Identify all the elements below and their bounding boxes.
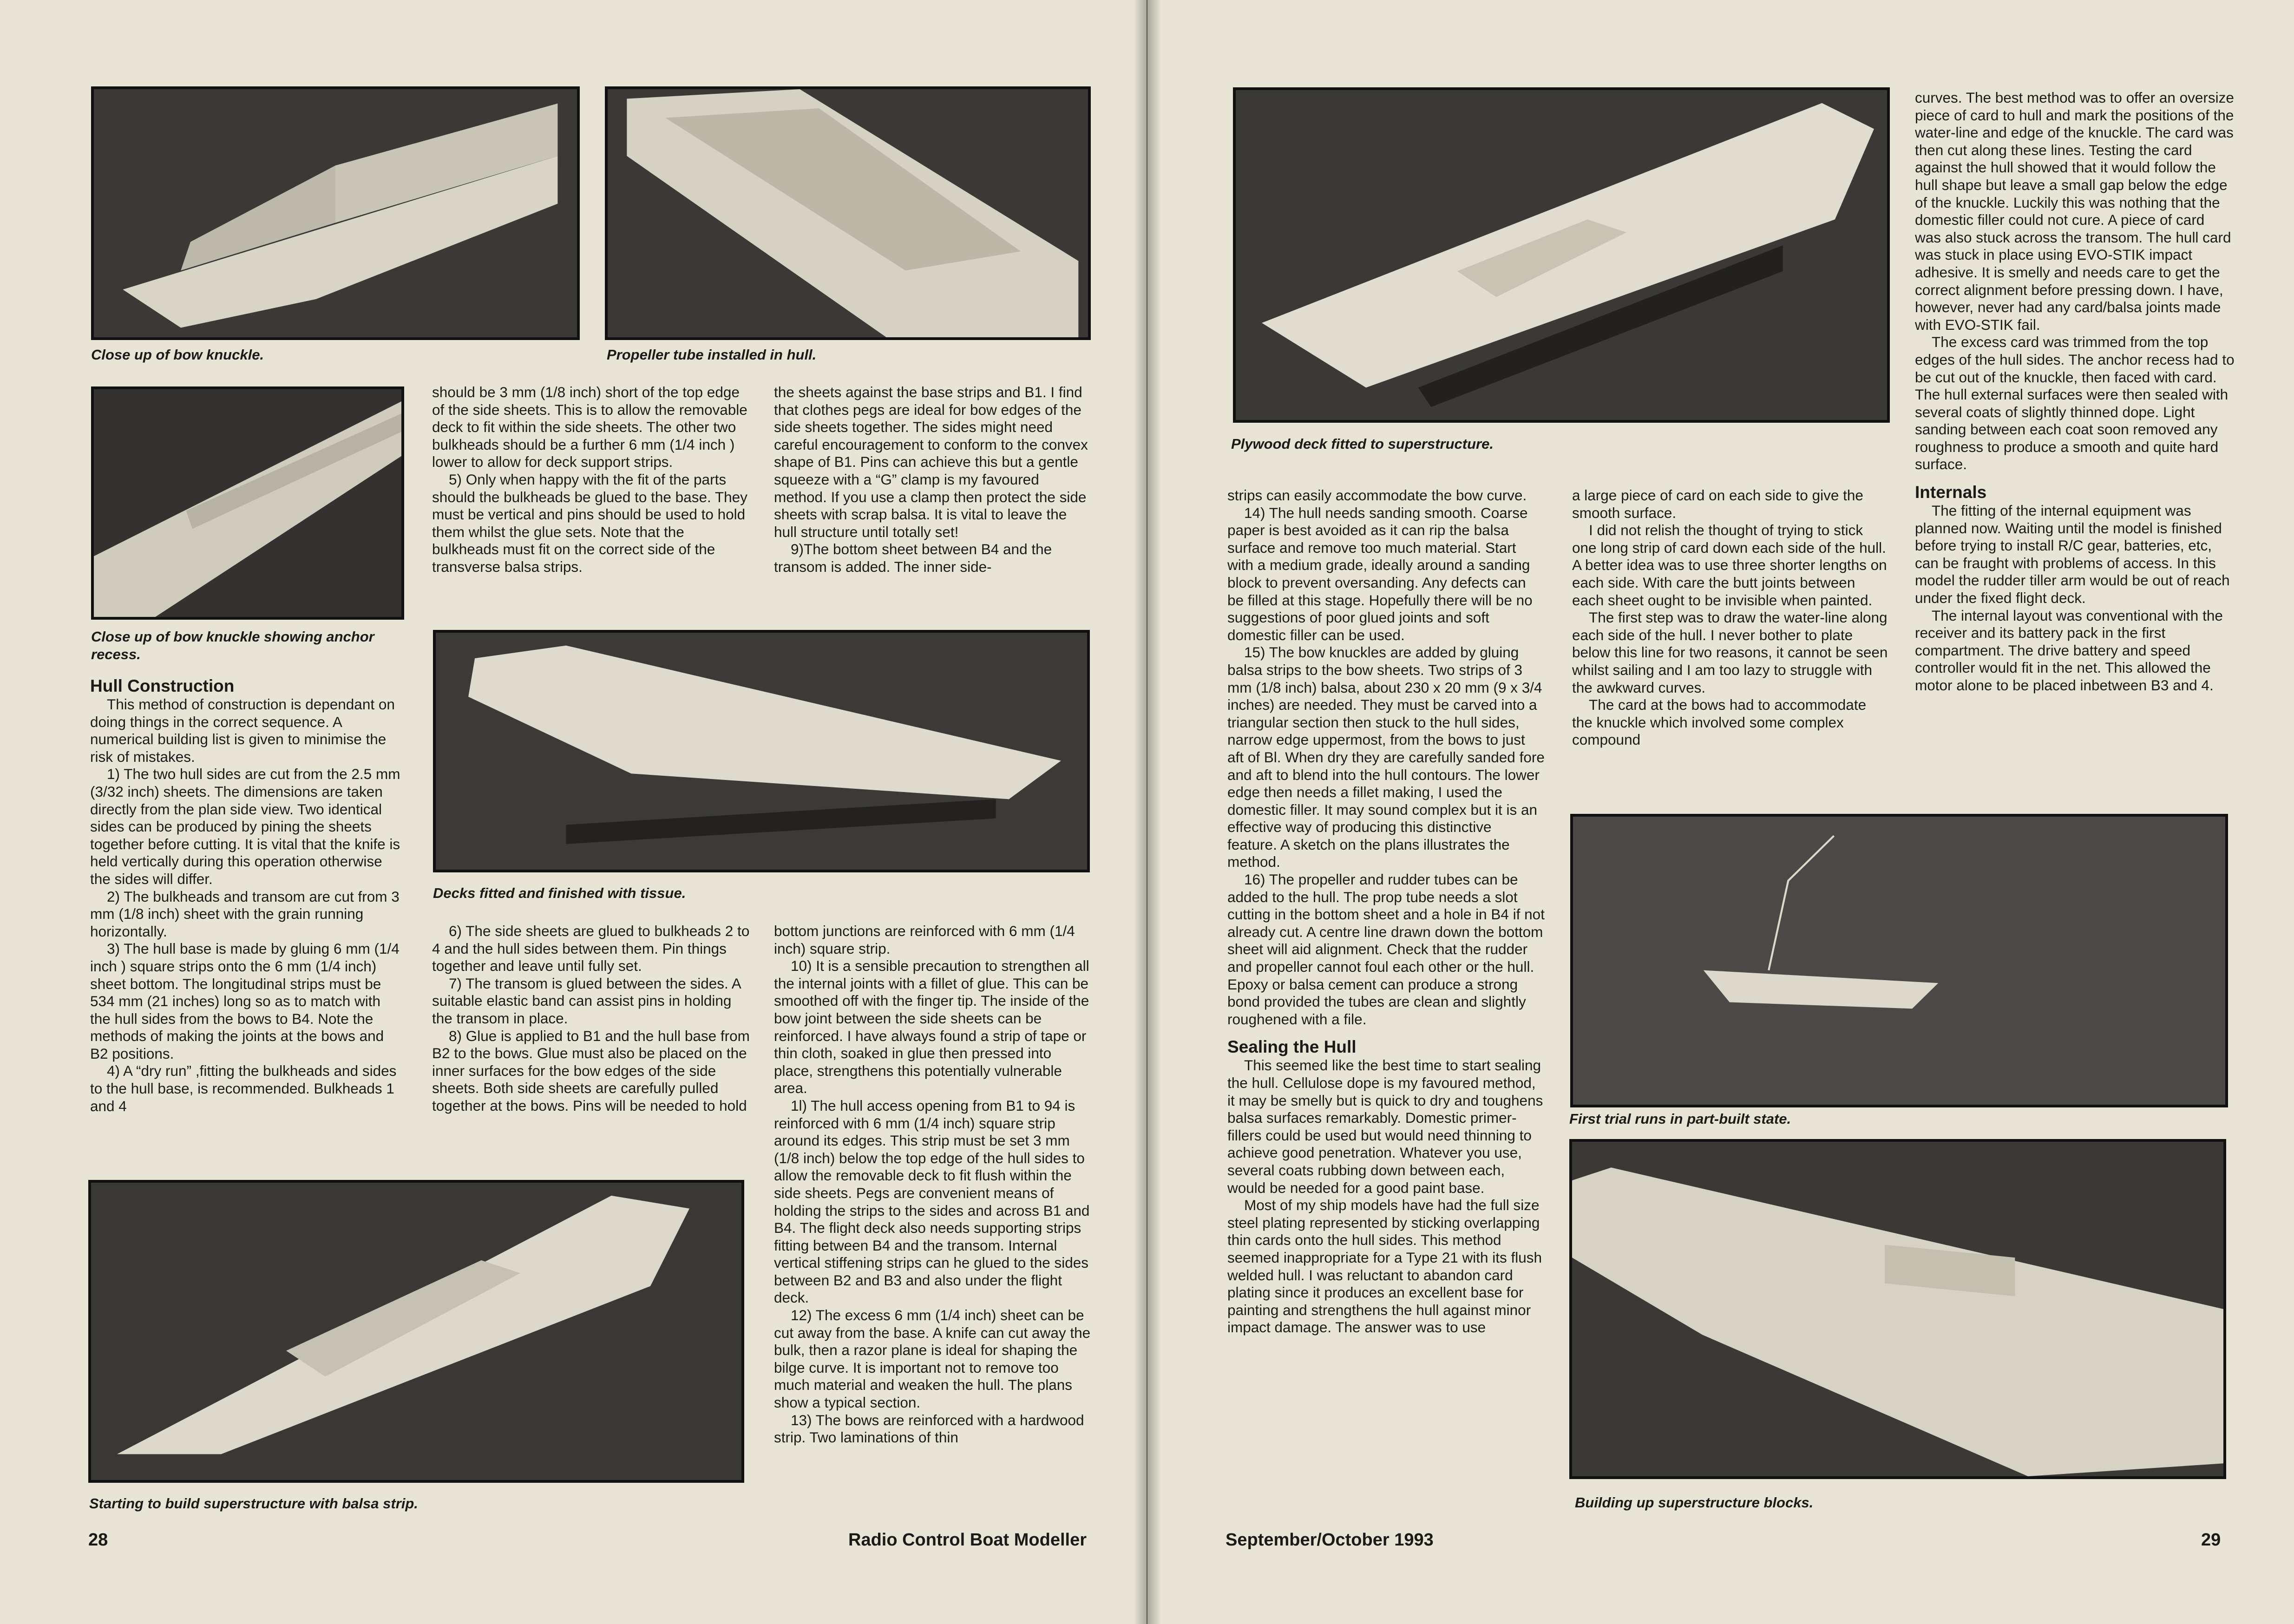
photo-bow-knuckle bbox=[91, 86, 580, 340]
photo-decks-fitted bbox=[433, 630, 1090, 872]
photo-plywood-deck bbox=[1233, 87, 1890, 423]
caption-superstructure-balsa: Starting to build superstructure with balsa strip. bbox=[89, 1495, 418, 1512]
paragraph: bottom junctions are reinforced with 6 mm (1/4 inch) square strip. bbox=[774, 923, 1075, 957]
paragraph: a large piece of card on each side to give the smooth surface. bbox=[1572, 487, 1863, 521]
paragraph: 16) The propeller and rudder tubes can be added to the hull. The prop tube needs a slot cutting in the bottom sheet and a hole in B4 if not already cut. A centre line drawn down the bottom sheet will aid alignment. Check that the rudder and propeller cannot foul each other or the hull. Epoxy or balsa cement can produce a strong bond provided the tubes are clean and slightly roughened with a file. bbox=[1227, 871, 1545, 1028]
paragraph: 7) The transom is glued between the sides. A suitable elastic band can assist pins in holding the transom in place. bbox=[432, 975, 741, 1027]
left-column-3-top bbox=[774, 384, 1092, 576]
paragraph: 10) It is a sensible precaution to strengthen all the internal joints with a fillet of glue. This can be smoothed off with the finger tip. The inside of the bow joint between the side sheets can be reinforced. I have always found a strip of tape or thin cloth, soaked in glue then pressed into place, strengthens this potentially vulnerable area. bbox=[774, 957, 1089, 1097]
left-column-2-top bbox=[432, 384, 753, 576]
paragraph: 4) A “dry run” ,fitting the bulkheads and sides to the hull base, is recommended. Bulkheads 1 and 4 bbox=[90, 1062, 397, 1114]
footer-magazine-title: Radio Control Boat Modeller bbox=[848, 1530, 1087, 1550]
photo-propeller-tube bbox=[605, 86, 1091, 340]
left-column-2-bottom bbox=[432, 923, 753, 1115]
right-column-1 bbox=[1227, 487, 1545, 1336]
left-column-1 bbox=[90, 676, 404, 1115]
heading-internals: Internals bbox=[1915, 483, 1987, 502]
paragraph: This seemed like the best time to start sealing the hull. Cellulose dope is my favoured method, it may be smelly but is quick to dry and toughens balsa surfaces remarkably. Domestic primer-fillers could be used but would need thinning to achieve good penetration. Whatever you use, several coats rubbing down between each, would be needed for a good paint base. bbox=[1227, 1057, 1543, 1196]
paragraph: should be 3 mm (1/8 inch) short of the top edge of the side sheets. This is to allow the removable deck to fit within the side sheets. The other two bulkheads should be a further 6 mm (1/4 inch ) lower to allow for deck support strips. bbox=[432, 384, 747, 471]
paragraph: I did not relish the thought of trying to stick one long strip of card down each side of the hull. A better idea was to use three shorter lengths on each side. With care the butt joints between each sheet ought to be invisible when painted. bbox=[1572, 522, 1887, 609]
paragraph: Most of my ship models have had the full size steel plating represented by sticking overlapping thin cards onto the hull sides. This method seemed inappropriate for a Type 21 with its flush welded hull. I was reluctant to abandon card plating since it produces an excellent base for painting and strengthens the hull against minor impact damage. The answer was to use bbox=[1227, 1197, 1542, 1336]
caption-superstructure-blocks: Building up superstructure blocks. bbox=[1575, 1494, 1814, 1511]
paragraph: The internal layout was conventional with the receiver and its battery pack in the first compartment. The drive battery and speed controller would fit in the net. This allowed the motor alone to be placed inbetween B3 and 4. bbox=[1915, 607, 2223, 694]
page-number-right: 29 bbox=[2201, 1530, 2221, 1550]
paragraph: 9)The bottom sheet between B4 and the transom is added. The inner side- bbox=[774, 541, 1052, 575]
footer-issue-date: September/October 1993 bbox=[1226, 1530, 1434, 1550]
paragraph: 3) The hull base is made by gluing 6 mm (1/4 inch ) square strips onto the 6 mm (1/4 inch) sheet bottom. The longitudinal strips must be 534 mm (21 inches) long so as to match with the hull sides from the bows to B4. Note the methods of making the joints at the bows and B2 positions. bbox=[90, 940, 400, 1062]
paragraph: curves. The best method was to offer an oversize piece of card to hull and mark the positions of the water-line and edge of the knuckle. The card was then cut along these lines. Testing the card against the hull showed that it would follow the hull shape but leave a small gap below the edge of the knuckle. Luckily this was nothing that the domestic filler could not cure. A piece of card was also stuck across the transom. The hull card was stuck in place using EVO-STIK impact adhesive. It is smelly and needs care to get the correct alignment before pressing down. I have, however, never had any card/balsa joints made with EVO-STIK fail. bbox=[1915, 89, 2234, 333]
paragraph: 12) The excess 6 mm (1/4 inch) sheet can be cut away from the base. A knife can cut away the bulk, then a razor plane is ideal for shaping the bilge curve. It is important not to remove too much material and weaken the hull. The plans show a typical section. bbox=[774, 1307, 1091, 1411]
right-page bbox=[1147, 0, 2294, 1624]
heading-sealing-the-hull: Sealing the Hull bbox=[1227, 1037, 1357, 1057]
caption-bow-knuckle: Close up of bow knuckle. bbox=[91, 347, 264, 363]
left-column-3-bottom bbox=[774, 923, 1092, 1447]
caption-first-trial: First trial runs in part-built state. bbox=[1569, 1111, 1791, 1127]
photo-superstructure-blocks bbox=[1569, 1139, 2226, 1479]
photo-superstructure-balsa bbox=[88, 1180, 744, 1483]
paragraph: 1l) The hull access opening from B1 to 94 is reinforced with 6 mm (1/4 inch) square strip around its edges. This strip must be set 3 mm (1/8 inch) below the top edge of the hull sides to allow the removable deck to fit flush within the side sheets. Pegs are convenient means of holding the strips to the sides and across B1 and B4. The flight deck also needs supporting strips fitting between B4 and the transom. Internal vertical stiffening strips can he glued to the sides between B2 and B3 and also under the flight deck. bbox=[774, 1097, 1090, 1306]
paragraph: The fitting of the internal equipment was planned now. Waiting until the model is finished before trying to install R/C gear, batteries, etc, can be fraught with problems of access. In this model the rudder tiller arm would be out of reach under the fixed flight deck. bbox=[1915, 502, 2230, 607]
paragraph: 2) The bulkheads and transom are cut from 3 mm (1/8 inch) sheet with the grain running horizontally. bbox=[90, 888, 400, 940]
paragraph: 1) The two hull sides are cut from the 2.5 mm (3/32 inch) sheets. The dimensions are taken directly from the plan side view. Two identical sides can be produced by pining the sheets together before cutting. It is vital that the knife is held vertically during this operation otherwise the sides will differ. bbox=[90, 766, 400, 887]
caption-decks-fitted: Decks fitted and finished with tissue. bbox=[433, 885, 686, 901]
caption-propeller-tube: Propeller tube installed in hull. bbox=[607, 347, 817, 363]
paragraph: The first step was to draw the water-line along each side of the hull. I never bother to plate below this line for two reasons, it cannot be seen whilst sailing and I am too lazy to struggle with the awkward curves. bbox=[1572, 609, 1888, 696]
paragraph: 6) The side sheets are glued to bulkheads 2 to 4 and the hull sides between them. Pin things together and leave until fully set. bbox=[432, 923, 750, 975]
paragraph: The excess card was trimmed from the top edges of the hull sides. The anchor recess had to be cut out of the knuckle, then faced with card. The hull external surfaces were then sealed with several coats of slightly thinned dope. Light sanding between each coat soon removed any roughness to produce a smooth and quite hard surface. bbox=[1915, 334, 2235, 473]
paragraph: 15) The bow knuckles are added by gluing balsa strips to the bow sheets. Two strips of 3 mm (1/8 inch) balsa, about 230 x 20 mm (9 x 3/4 inches) are needed. They must be carved into a triangular section then stuck to the hull sides, narrow edge uppermost, from the bows to just aft of Bl. When dry they are carefully sanded fore and aft to blend into the hull contours. The lower edge then needs a fillet making, I used the domestic filler. It may sound complex but it is an effective way of producing this distinctive feature. A sketch on the plans illustrates the method. bbox=[1227, 644, 1545, 871]
heading-hull-construction: Hull Construction bbox=[90, 676, 235, 695]
right-column-2 bbox=[1572, 487, 1890, 749]
paragraph: This method of construction is dependant on doing things in the correct sequence. A numerical building list is given to minimise the risk of mistakes. bbox=[90, 696, 395, 765]
paragraph: strips can easily accommodate the bow curve. bbox=[1227, 487, 1527, 504]
spine-gutter bbox=[1134, 0, 1161, 1624]
paragraph: 8) Glue is applied to B1 and the hull base from B2 to the bows. Glue must also be placed on the inner surfaces for the bow edges of the side sheets. Both side sheets are carefully pulled together at the bows. Pins will be needed to hold bbox=[432, 1027, 750, 1114]
paragraph: The card at the bows had to accommodate the knuckle which involved some complex compound bbox=[1572, 696, 1867, 748]
paragraph: 5) Only when happy with the fit of the parts should the bulkheads be glued to the base. They must be vertical and pins should be used to hold them whilst the glue sets. Note that the bulkheads must fit on the correct side of the transverse balsa strips. bbox=[432, 471, 747, 575]
right-column-top bbox=[1915, 89, 2235, 694]
paragraph: the sheets against the base strips and B1. I find that clothes pegs are ideal for bow edges of the side sheets together. The sides might need careful encouragement to conform to the convex shape of B1. Pins can achieve this but a gentle squeeze with a “G” clamp is my favoured method. If you use a clamp then protect the side sheets with scrap balsa. It is vital to leave the hull structure until totally set! bbox=[774, 384, 1088, 540]
photo-first-trial bbox=[1570, 814, 2228, 1107]
page-number-left: 28 bbox=[88, 1530, 108, 1550]
paragraph: 14) The hull needs sanding smooth. Coarse paper is best avoided as it can rip the balsa surface and remove too much material. Start with a medium grade, ideally around a sanding block to prevent oversanding. Any defects can be filled at this stage. Hopefully there will be no suggestions of poor glued joints and soft domestic filler can be used. bbox=[1227, 504, 1533, 643]
caption-plywood-deck: Plywood deck fitted to superstructure. bbox=[1231, 436, 1494, 452]
photo-anchor-recess bbox=[91, 386, 404, 620]
paragraph: 13) The bows are reinforced with a hardwood strip. Two laminations of thin bbox=[774, 1411, 1084, 1446]
caption-anchor-recess: Close up of bow knuckle showing anchor recess. bbox=[91, 629, 374, 662]
